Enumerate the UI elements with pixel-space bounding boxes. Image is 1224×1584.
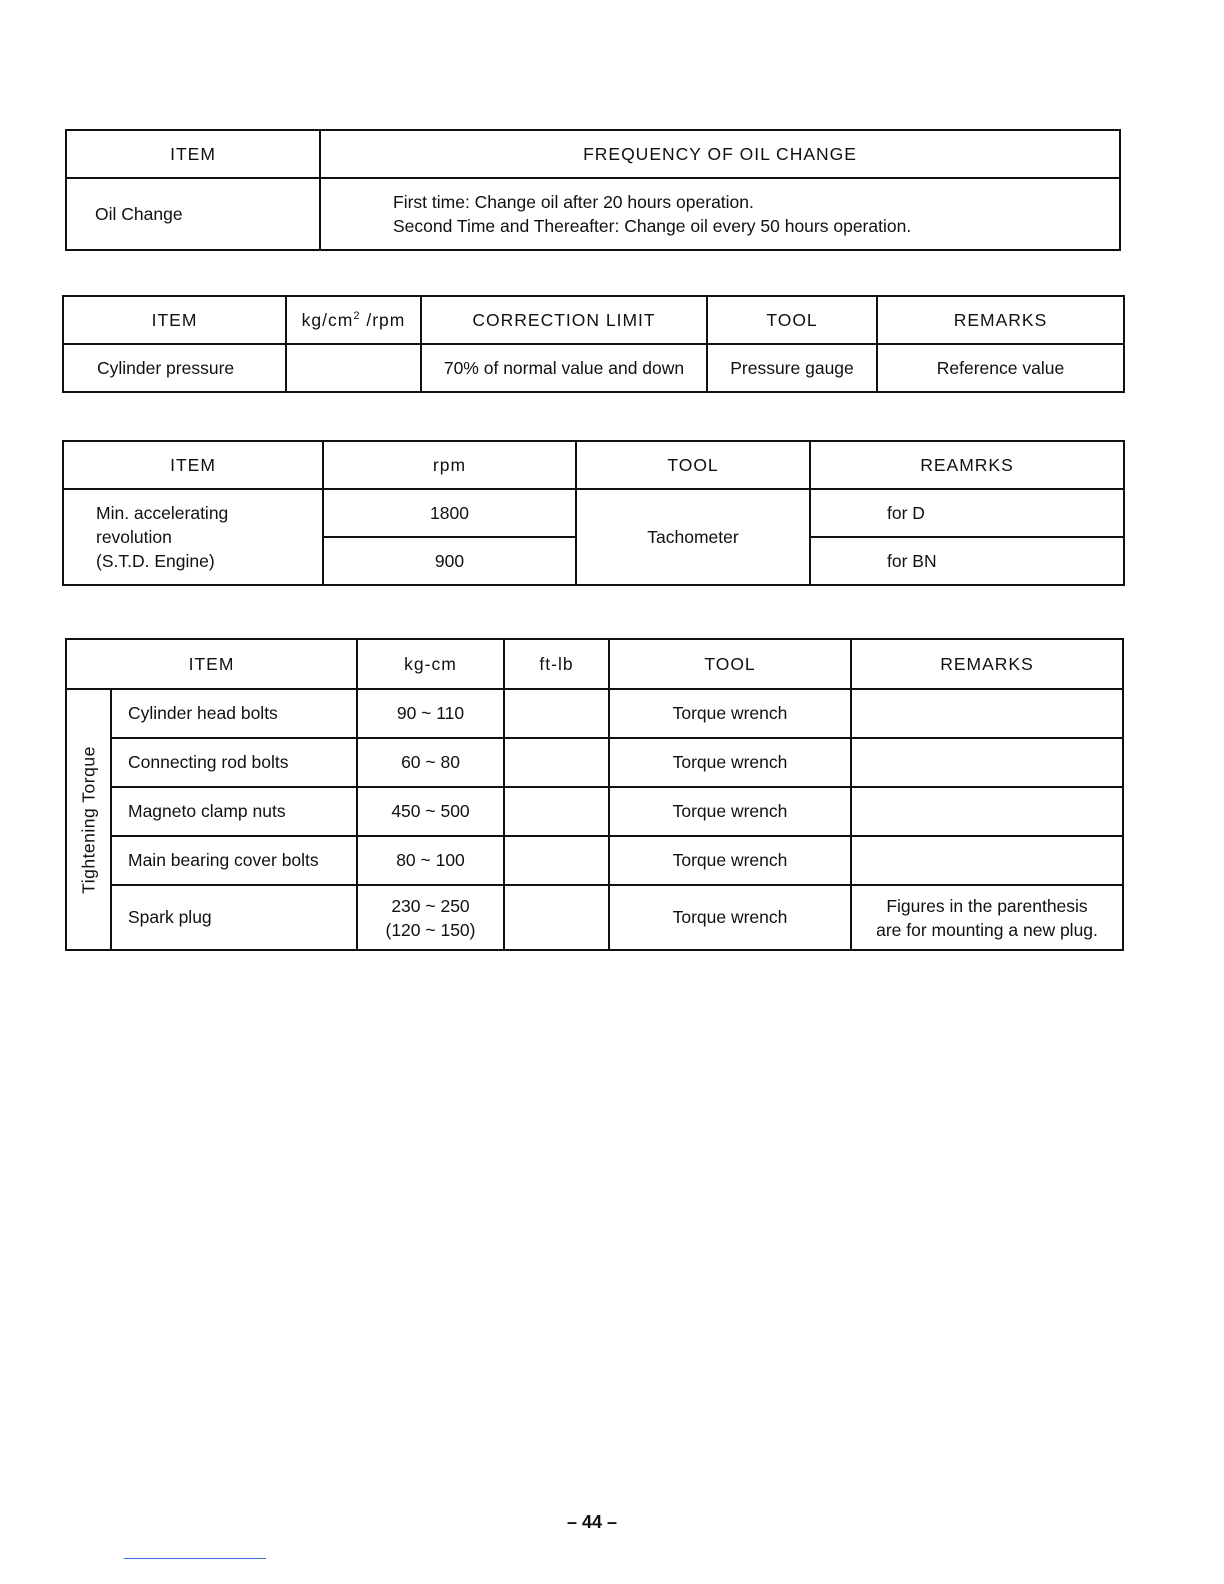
oil-change-table [65,129,1121,251]
cylinder-pressure-item: Cylinder pressure [63,344,286,392]
header-unit [286,296,421,344]
header-remarks: REMARKS [851,639,1123,689]
header-tool: TOOL [576,441,810,489]
table-header-row [63,441,1124,489]
torque-remarks [851,787,1123,836]
frequency-line-first: First time: Change oil after 20 hours operation. [393,192,754,212]
remarks-line: are for mounting a new plug. [876,919,1098,940]
cylinder-pressure-value [286,344,421,392]
header-kgcm: kg-cm [357,639,504,689]
oil-change-frequency [320,178,1120,250]
header-item: ITEM [66,130,320,178]
header-ftlb: ft-lb [504,639,609,689]
table-row [66,787,1123,836]
torque-item: Connecting rod bolts [111,738,357,787]
unit-superscript: 2 [353,309,361,322]
rpm-value: 1800 [323,489,576,537]
header-item: ITEM [63,296,286,344]
torque-item: Magneto clamp nuts [111,787,357,836]
torque-ftlb [504,738,609,787]
header-item: ITEM [66,639,357,689]
header-correction-limit: CORRECTION LIMIT [421,296,707,344]
tightening-torque-table [65,638,1124,951]
torque-remarks [851,836,1123,885]
torque-tool: Torque wrench [609,836,851,885]
cylinder-pressure-table [62,295,1125,393]
table-header-row [63,296,1124,344]
table-row [66,689,1123,738]
torque-ftlb [504,836,609,885]
torque-kgcm: 80 ~ 100 [357,836,504,885]
remarks-line: Figures in the parenthesis [886,895,1088,916]
kgcm-line: (120 ~ 150) [385,919,476,940]
header-tool: TOOL [707,296,877,344]
table-row [63,344,1124,392]
tightening-torque-label: Tightening Torque [78,745,98,894]
accelerating-item [63,489,323,585]
header-rpm: rpm [323,441,576,489]
torque-remarks [851,689,1123,738]
cylinder-pressure-tool: Pressure gauge [707,344,877,392]
cylinder-pressure-limit: 70% of normal value and down [421,344,707,392]
torque-ftlb [504,885,609,950]
item-line: Min. accelerating [96,503,229,523]
cylinder-pressure-remarks: Reference value [877,344,1124,392]
header-tool: TOOL [609,639,851,689]
kgcm-line: 230 ~ 250 [391,895,470,916]
table-row [63,489,1124,537]
torque-item: Cylinder head bolts [111,689,357,738]
unit-tail: /rpm [360,309,406,330]
torque-kgcm: 60 ~ 80 [357,738,504,787]
rpm-value: 900 [323,537,576,585]
table-header-row [66,639,1123,689]
tachometer-tool: Tachometer [576,489,810,585]
torque-tool: Torque wrench [609,787,851,836]
rpm-remarks: for D [810,489,1124,537]
unit-base: kg/cm [301,309,354,330]
table-row [66,885,1123,950]
footer-rule [124,1558,266,1559]
accelerating-revolution-table [62,440,1125,586]
torque-tool: Torque wrench [609,738,851,787]
torque-kgcm [357,885,504,950]
torque-kgcm: 450 ~ 500 [357,787,504,836]
page-number: – 44 – [566,1512,618,1532]
rpm-remarks: for BN [810,537,1124,585]
frequency-line-second: Second Time and Thereafter: Change oil every 50 hours operation. [393,216,912,236]
torque-ftlb [504,787,609,836]
header-frequency: FREQUENCY OF OIL CHANGE [320,130,1120,178]
torque-item: Spark plug [111,885,357,950]
torque-item: Main bearing cover bolts [111,836,357,885]
group-label-cell [66,689,111,950]
item-line: revolution [96,527,172,547]
header-remarks: REAMRKS [810,441,1124,489]
torque-tool: Torque wrench [609,885,851,950]
torque-remarks [851,885,1123,950]
table-row [66,738,1123,787]
oil-change-item: Oil Change [66,178,320,250]
header-item: ITEM [63,441,323,489]
torque-remarks [851,738,1123,787]
table-row [66,178,1120,250]
table-row [66,836,1123,885]
torque-kgcm: 90 ~ 110 [357,689,504,738]
table-header-row [66,130,1120,178]
torque-tool: Torque wrench [609,689,851,738]
item-line: (S.T.D. Engine) [96,551,215,571]
header-remarks: REMARKS [877,296,1124,344]
torque-ftlb [504,689,609,738]
